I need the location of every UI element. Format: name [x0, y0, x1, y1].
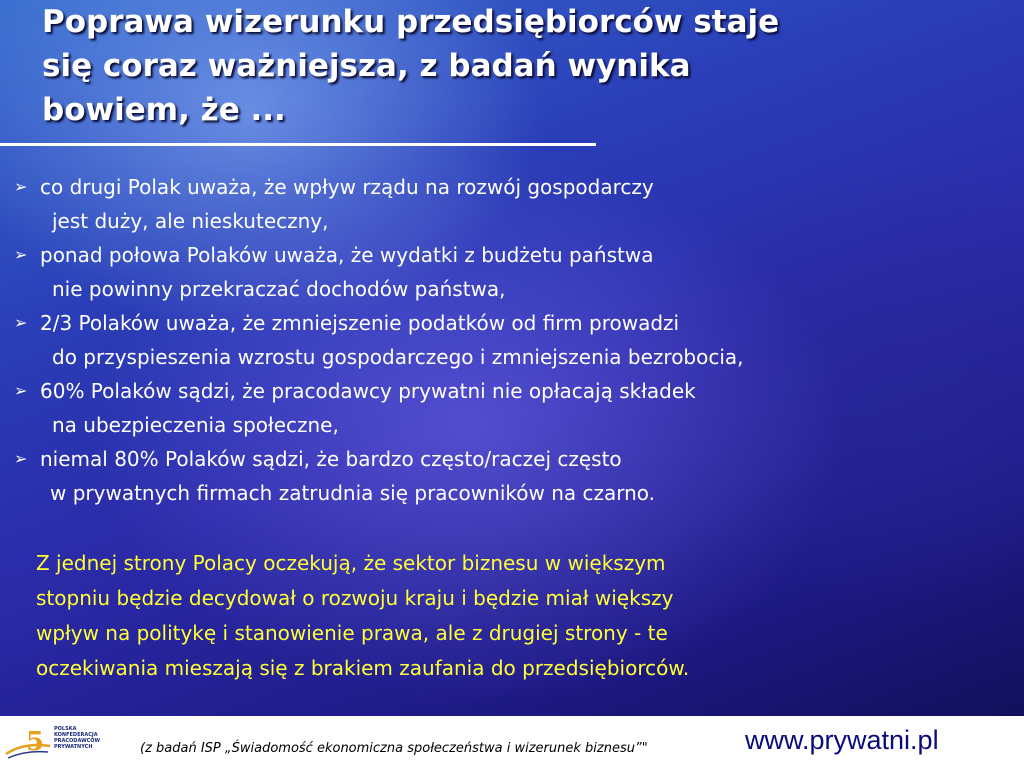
title-underline [0, 143, 596, 146]
organization-logo [4, 724, 114, 764]
footer [0, 716, 1024, 768]
list-item [14, 374, 1024, 442]
list-item [14, 170, 1024, 238]
summary-line: Z jednej strony Polacy oczekują, że sektor biznesu w większym [36, 551, 666, 575]
bullet-list [14, 170, 1024, 510]
logo-mark-icon [4, 724, 52, 764]
source-citation: (z badań ISP „Świadomość ekonomiczna społeczeństwa i wizerunek biznesu”" [140, 741, 648, 756]
website-url[interactable]: www.prywatni.pl [745, 725, 939, 755]
bullet-line-1: ponad połowa Polaków uważa, że wydatki z budżetu państwa [40, 243, 654, 267]
bullet-line-2: nie powinny przekraczać dochodów państwa, [52, 277, 506, 301]
bullet-line-1: 60% Polaków sądzi, że pracodawcy prywatni nie opłacają składek [40, 379, 696, 403]
bullet-line-1: niemal 80% Polaków sądzi, że bardzo często/raczej często [40, 447, 622, 471]
logo-number: 5 [26, 727, 45, 757]
bullet-line-2: na ubezpieczenia społeczne, [52, 413, 339, 437]
summary-line: oczekiwania mieszają się z brakiem zaufania do przedsiębiorców. [36, 656, 690, 680]
summary-line: wpływ na politykę i stanowienie prawa, ale z drugiej strony - te [36, 621, 668, 645]
list-item [14, 442, 1024, 510]
arrow-bullet-icon: ➢ [14, 381, 28, 400]
slide-title: Poprawa wizerunku przedsiębiorców staje się coraz ważniejsza, z badań wynika bowiem, że ... [42, 4, 780, 128]
logo-text: POLSKA KONFEDERACJA PRACODAWCÓW PRYWATNYCH [54, 726, 101, 750]
bullet-line-1: 2/3 Polaków uważa, że zmniejszenie podatków od firm prowadzi [40, 311, 680, 335]
bullet-line-2: w prywatnych firmach zatrudnia się pracowników na czarno. [50, 481, 656, 505]
summary-line: stopniu będzie decydował o rozwoju kraju i będzie miał większy [36, 586, 674, 610]
bullet-line-2: do przyspieszenia wzrostu gospodarczego i zmniejszenia bezrobocia, [52, 345, 744, 369]
list-item [14, 306, 1024, 374]
bullet-line-1: co drugi Polak uważa, że wpływ rządu na rozwój gospodarczy [40, 175, 654, 199]
arrow-bullet-icon: ➢ [14, 177, 28, 196]
arrow-bullet-icon: ➢ [14, 313, 28, 332]
arrow-bullet-icon: ➢ [14, 245, 28, 264]
summary-paragraph [36, 546, 996, 686]
bullet-line-2: jest duży, ale nieskuteczny, [52, 209, 329, 233]
arrow-bullet-icon: ➢ [14, 449, 28, 468]
list-item [14, 238, 1024, 306]
